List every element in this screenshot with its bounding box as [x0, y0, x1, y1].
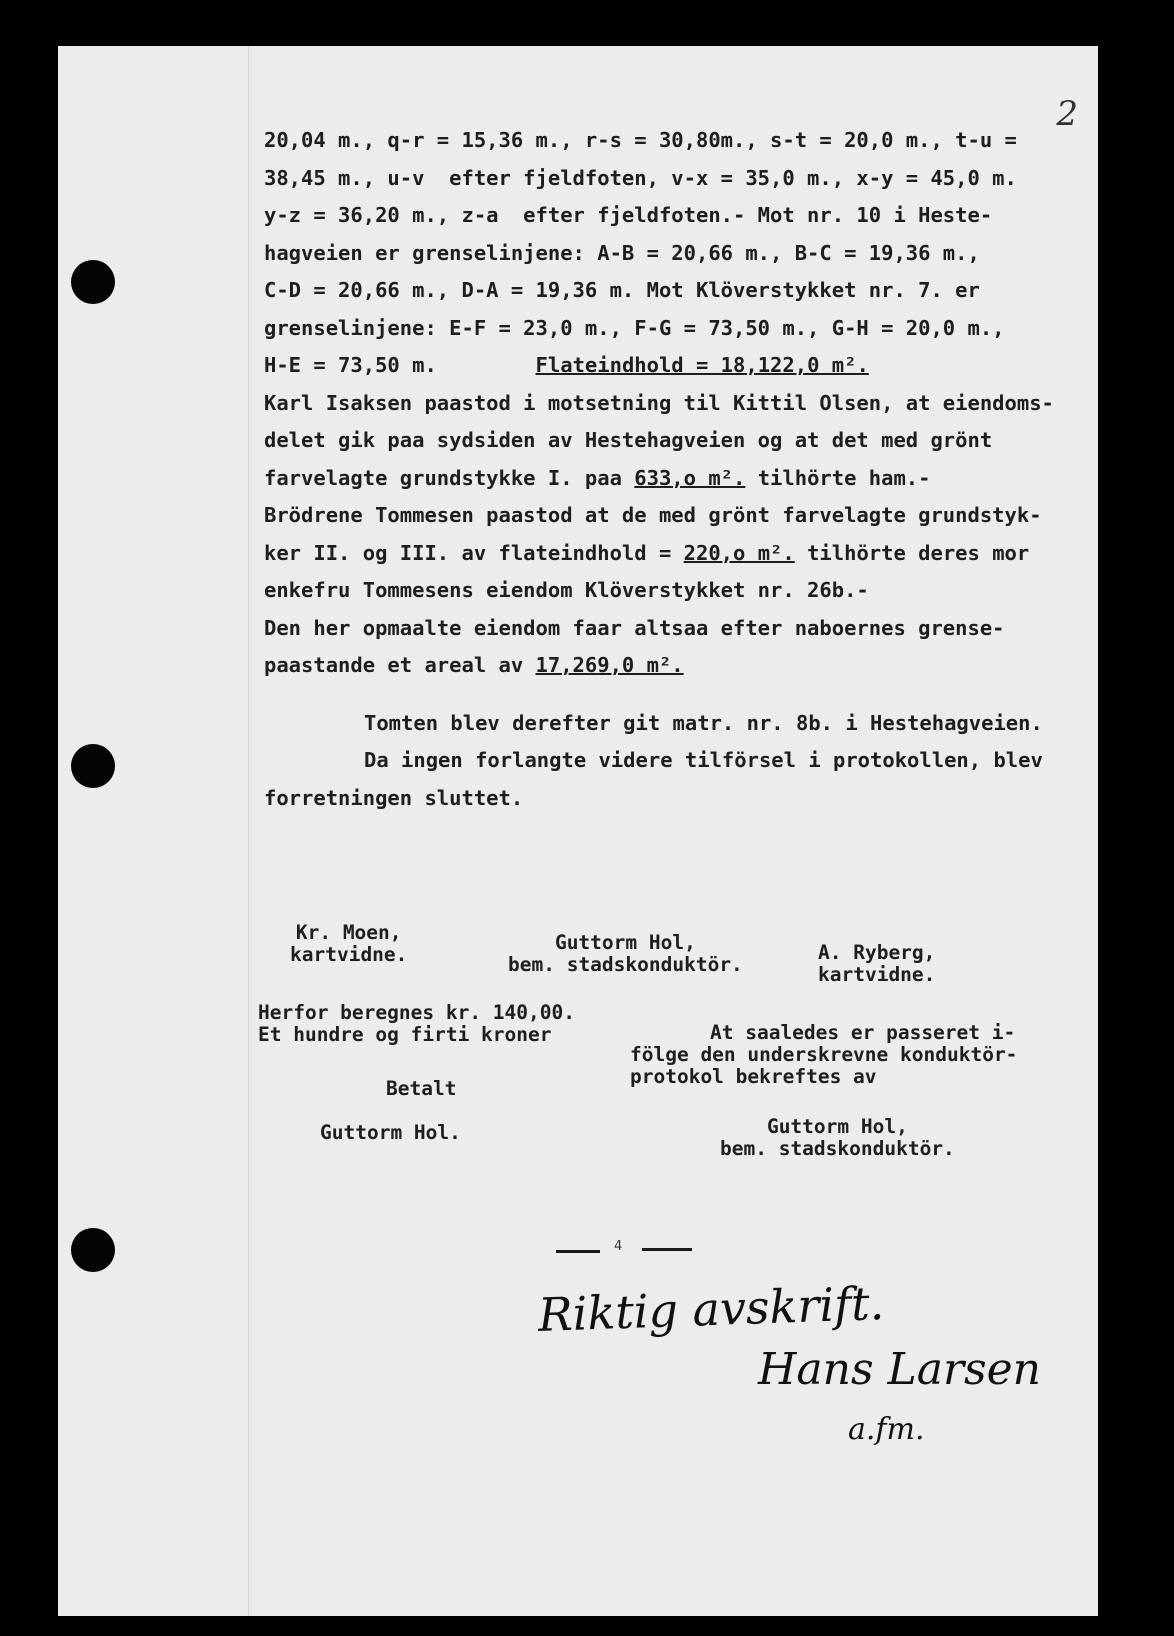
text-line: kartvidne.	[290, 943, 408, 966]
text-line: hagveien er grenselinjene: A-B = 20,66 m., B-C = 19,36 m.,	[264, 240, 980, 265]
text-line: At saaledes er passeret i-	[710, 1021, 1016, 1044]
paid-label: Betalt	[386, 1077, 457, 1100]
text-line: Brödrene Tommesen paastod at de med grönt farvelagte grundstyk-	[264, 503, 1042, 527]
signature-left	[290, 922, 407, 966]
text-line	[264, 347, 1144, 385]
text-line: Karl Isaksen paastod i motsetning til Kittil Olsen, at eiendoms-	[264, 390, 1054, 415]
text-line: delet gik paa sydsiden av Hestehagveien og at det med grönt	[264, 428, 993, 452]
certification-signature	[720, 1116, 955, 1160]
text-line: 20,04 m., q-r = 15,36 m., r-s = 30,80m., s-t = 20,0 m., t-u =	[264, 128, 1017, 152]
text-line: C-D = 20,66 m., D-A = 19,36 m. Mot Klöverstykket nr. 7. er	[264, 278, 980, 302]
text-line: fölge den underskrevne konduktör-	[630, 1043, 1018, 1066]
text-line	[264, 647, 1144, 685]
text-line: A. Ryberg,	[818, 941, 936, 964]
text-line: grenselinjene: E-F = 23,0 m., F-G = 73,50 m., G-H = 20,0 m.,	[264, 315, 1005, 340]
text-span: tilhörte ham.-	[745, 465, 931, 490]
text-line	[264, 535, 1144, 573]
punch-hole	[71, 260, 115, 304]
text-line: Kr. Moen,	[295, 921, 402, 944]
divider-dash	[556, 1250, 600, 1253]
text-span: ker II. og III. av flateindhold =	[264, 540, 672, 565]
divider-dash	[642, 1248, 692, 1251]
text-line: Den her opmaalte eiendom faar altsaa efter naboernes grense-	[264, 615, 1005, 640]
area-value: 220,o m².	[683, 540, 795, 565]
certification	[630, 1022, 1017, 1088]
text-span: farvelagte grundstykke I. paa	[264, 465, 622, 490]
text-span: Tomten blev derefter git matr. nr. 8b. i Hestehagveien.	[364, 710, 1043, 735]
total-area: Flateindhold = 18,122,0 m².	[535, 353, 869, 377]
text-line: bem. stadskonduktör.	[508, 953, 743, 976]
text-span: tilhörte deres mor	[794, 540, 1030, 565]
text-line: enkefru Tommesens eiendom Klöverstykket nr. 26b.-	[264, 578, 869, 602]
handwritten-initials: a.fm.	[848, 1412, 925, 1447]
handwritten-certification: Riktig avskrift.	[537, 1275, 886, 1343]
divider-mark: 4	[614, 1239, 623, 1254]
text-span: H-E = 73,50 m.	[264, 353, 437, 377]
handwritten-signature: Hans Larsen	[758, 1344, 1041, 1395]
text-span: paastande et areal av	[264, 653, 524, 677]
text-line: forretningen sluttet.	[264, 785, 524, 810]
margin-line	[248, 46, 249, 1616]
punch-hole	[71, 744, 115, 788]
page-number: 2	[1056, 94, 1078, 134]
text-line: y-z = 36,20 m., z-a efter fjeldfoten.- Mot nr. 10 i Heste-	[264, 203, 993, 227]
text-span: Da ingen forlangte videre tilförsel i protokollen, blev	[364, 748, 1043, 772]
punch-hole	[71, 1228, 115, 1272]
text-line: kartvidne.	[818, 963, 936, 986]
area-value: 17,269,0 m².	[535, 653, 684, 677]
body-text	[264, 122, 1144, 817]
text-line: 38,45 m., u-v efter fjeldfoten, v-x = 35,0 m., x-y = 45,0 m.	[264, 165, 1017, 190]
document-page	[58, 46, 1098, 1616]
text-line	[264, 742, 1144, 780]
paid-by: Guttorm Hol.	[320, 1121, 461, 1144]
text-line	[264, 460, 1144, 498]
text-line: bem. stadskonduktör.	[720, 1137, 955, 1160]
signature-right	[818, 942, 935, 986]
text-line: Et hundre og firti kroner	[258, 1023, 552, 1046]
text-line: protokol bekreftes av	[630, 1065, 877, 1088]
text-line: Guttorm Hol,	[554, 931, 696, 954]
fee-note	[258, 1002, 575, 1046]
text-line: Herfor beregnes kr. 140,00.	[258, 1001, 575, 1024]
signature-center	[508, 932, 743, 976]
area-value: 633,o m².	[634, 465, 746, 490]
text-line: Guttorm Hol,	[766, 1115, 908, 1138]
text-line	[264, 705, 1144, 743]
